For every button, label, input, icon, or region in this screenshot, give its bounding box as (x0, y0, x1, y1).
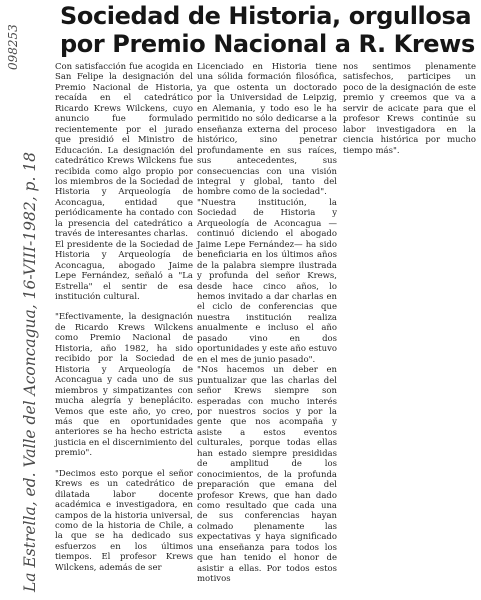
article-column-3 (343, 62, 476, 156)
headline-line-1: Sociedad de Historia, orgullosa (60, 2, 472, 30)
paragraph: Con satisfacción fue acogida en San Felipe la designación del Premio Nacional de Historia, recaída en el catedrático Ricardo Krews Wilckens, cuyo anuncio fue formulado recientemente por el jurado que presidió el Ministro de Educación. La designación del catedrático Krews Wilckens fue recibida como algo propio por los miembros de la Sociedad de Historia y Arqueología de Aconcagua, entidad que periódicamente ha contado con la presencia del catedrático a través de interesantes charlas. (55, 62, 193, 240)
paragraph: El presidente de la Sociedad de Historia y Arqueología de Aconcagua, abogado Jaime Lepe Fernández, señaló a "La Estrella" el sentir de esa institución cultural. (55, 239, 193, 302)
handwritten-citation-svg (0, 0, 50, 600)
headline-line-2: por Premio Nacional a R. Krews (60, 30, 475, 58)
paragraph: "Efectivamente, la designación de Ricardo Krews Wilckens como Premio Nacional de Historia, año 1982, ha sido recibido por la Sociedad de Historia y Arqueología de Aconcagua y cada uno de sus miembros y simpatizantes con mucha alegría y beneplácito. Vemos que este año, yo creo, más que en oportunidades anteriores se ha hecho estricta justicia en el discernimiento del premio". (55, 312, 193, 459)
paragraph: nos sentimos plenamente satisfechos, participes un poco de la designación de este premio y creemos que va a servir de acicate para que el profesor Krews continúe su labor investigadora en la ciencia histórica por mucho tiempo más". (343, 62, 476, 156)
article-column-2 (197, 62, 337, 585)
paragraph: "Decimos esto porque el señor Krews es un catedrático de dilatada labor docente académica e investigadora, en campos de la historia universal, como de la historia de Chile, a la que se ha dedicado sus esfuerzos en los últimos tiempos. El profesor Krews Wilckens, además de ser (55, 468, 193, 573)
paragraph: "Nuestra institución, la Sociedad de Historia y Arqueología de Aconcagua — continuó diciendo el abogado Jaime Lepe Fernández— ha sido beneficiaria en los últimos años de la palabra siempre ilustrada y profunda del señor Krews, desde hace cinco años, lo hemos invitado a dar charlas en el ciclo de conferencias que nuestra institución realiza anualmente e incluso el año pasado vino en dos oportunidades y este año estuvo en el mes de junio pasado". (197, 197, 337, 365)
paragraph: Licenciado en Historia tiene una sólida formación filosófica, ya que ostenta un doctorado por la Universidad de Leipzig, en Alemania, y todo eso le ha permitido no sólo dedicarse a la enseñanza externa del proceso histórico, sino penetrar profundamente en sus raíces, sus antecedentes, sus consecuencias con una visión integral y global, tanto del hombre como de la sociedad". (197, 62, 337, 198)
article-headline (60, 2, 475, 58)
paragraph: "Nos hacemos un deber en puntualizar que las charlas del señor Krews siempre son esperadas con mucho interés por nuestros socios y por la gente que nos acompaña y asiste a estos eventos culturales, porque todas ellas han estado siempre presididas de amplitud de los conocimientos, de la profunda preparación que emana del profesor Krews, que han dado como resultado que cada una de sus conferencias hayan colmado plenamente las expectativas y haya significado una enseñanza para todos los que han tenido el honor de asistir a ellas. Por todos estos motivos (197, 365, 337, 585)
reference-number: 098253 (6, 24, 20, 70)
handwritten-citation (0, 0, 50, 600)
article-column-1 (55, 62, 193, 573)
citation-text: La Estrella, ed. Valle del Aconcagua, 16-VIII-1982, p. 18 (21, 151, 39, 592)
